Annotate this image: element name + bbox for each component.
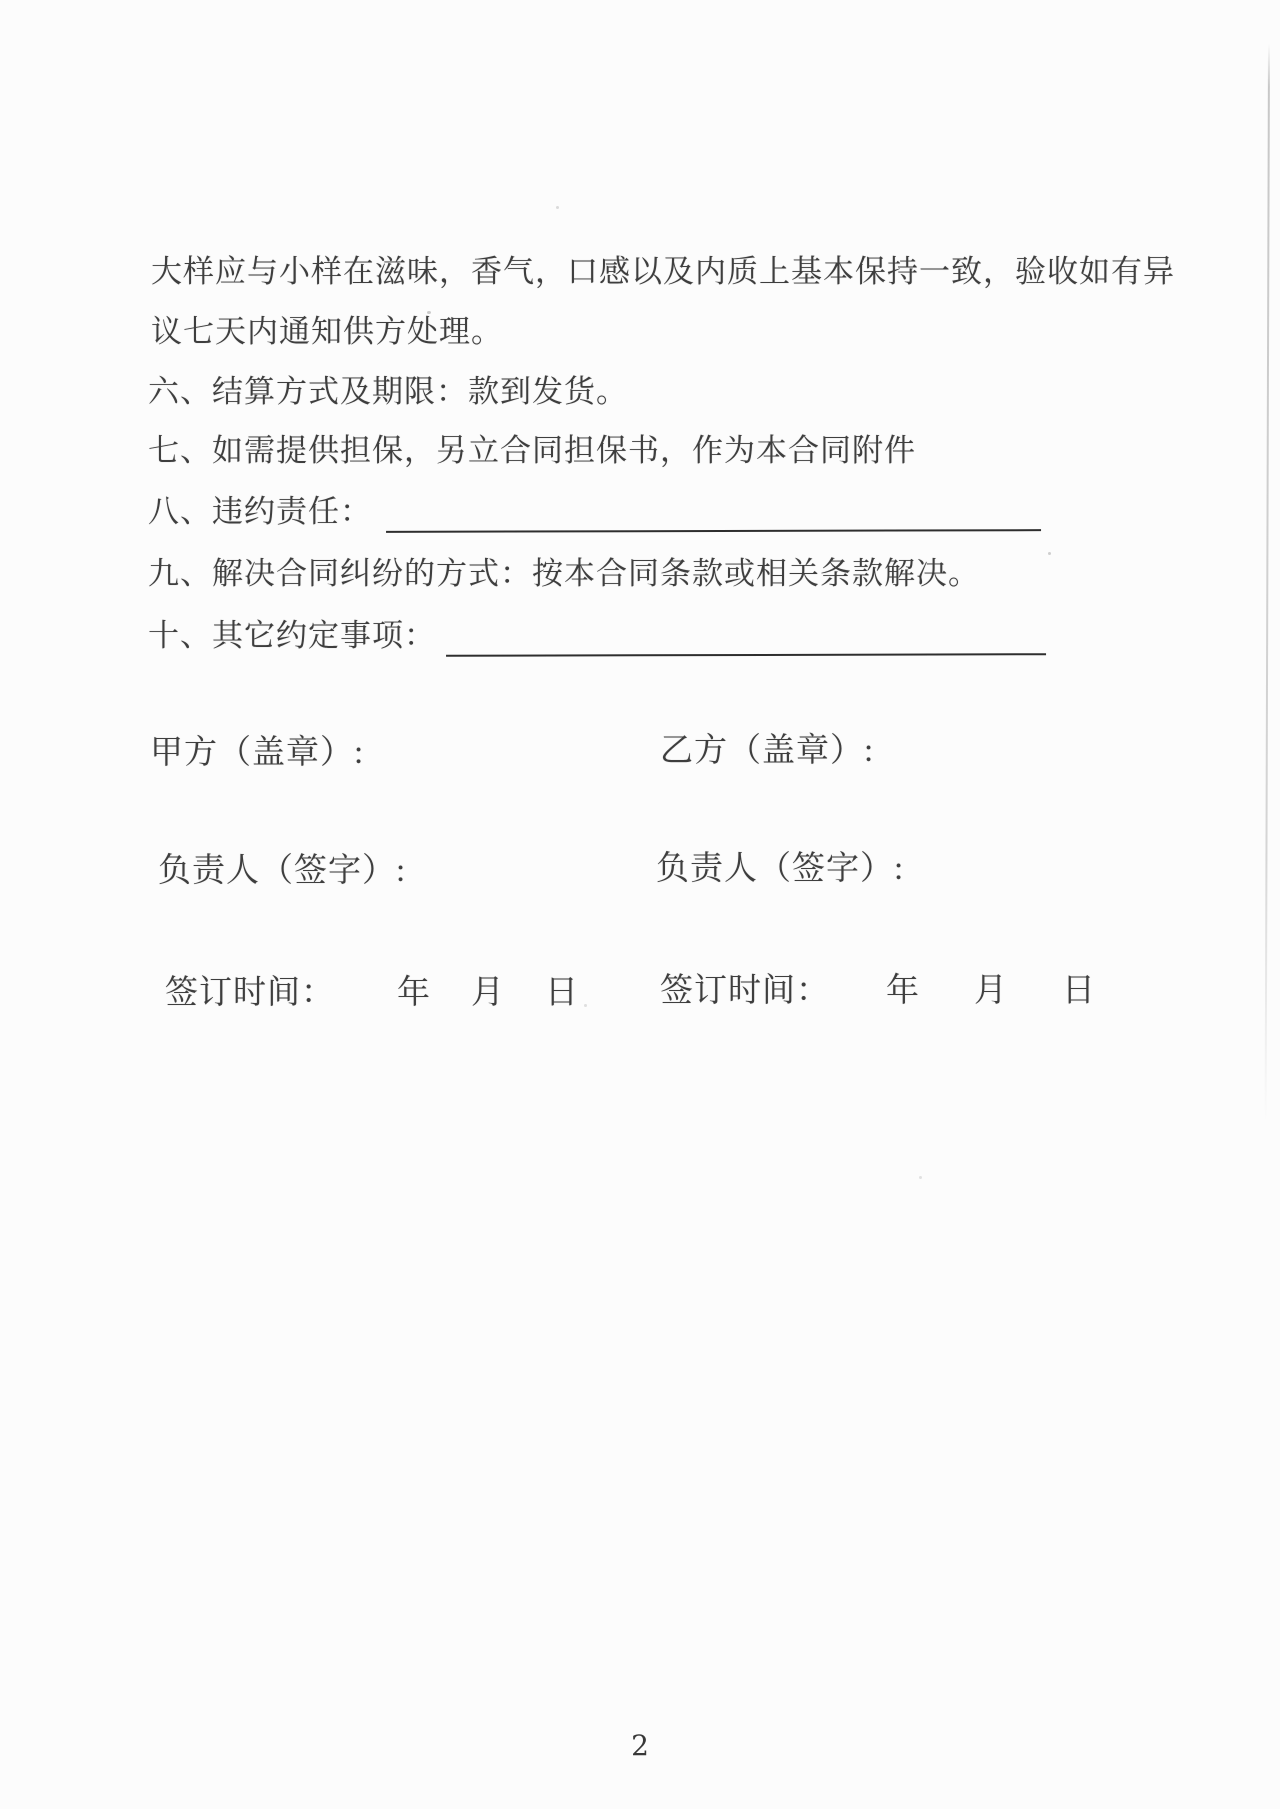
scan-edge-artifact [1265, 44, 1270, 1124]
clause-other-matters [148, 616, 1046, 656]
party-b-date-fields: 年 月 日 [886, 973, 1106, 1009]
page-number: 2 [631, 1729, 649, 1762]
party-b-seal-label: 乙方（盖章）: [660, 733, 875, 769]
clause-breach-liability-label: 八、违约责任： [148, 494, 372, 529]
party-a-signer-label: 负责人（签字）: [158, 853, 407, 889]
scan-speck [427, 311, 431, 314]
clause-guarantee: 七、如需提供担保，另立合同担保书，作为本合同附件 [148, 433, 916, 468]
party-a-date-fields: 年 月 日 [397, 975, 582, 1011]
clause-other-matters-label: 十、其它约定事项： [148, 618, 436, 653]
scan-speck [556, 206, 559, 209]
scan-speck [919, 1176, 922, 1179]
party-a-seal-label: 甲方（盖章）: [150, 735, 365, 771]
body-line-1: 大样应与小样在滋味，香气，口感以及内质上基本保持一致，验收如有异 [151, 254, 1175, 289]
party-b-signer-label: 负责人（签字）: [656, 851, 905, 887]
scan-speck [1048, 552, 1051, 555]
breach-liability-blank-line [386, 493, 1041, 533]
party-b-sign-date-label: 签订时间： [660, 973, 830, 1009]
party-a-sign-date [165, 972, 582, 1014]
body-line-2: 议七天内通知供方处理。 [151, 314, 503, 349]
clause-breach-liability [148, 492, 1041, 532]
party-a-sign-date-label: 签订时间： [165, 975, 335, 1011]
scan-speck [584, 1004, 587, 1007]
clause-settlement-terms: 六、结算方式及期限：款到发货。 [148, 374, 628, 409]
clause-dispute-resolution: 九、解决合同纠纷的方式：按本合同条款或相关条款解决。 [148, 556, 980, 591]
party-b-sign-date [660, 970, 1106, 1012]
other-matters-blank-line [446, 617, 1046, 657]
